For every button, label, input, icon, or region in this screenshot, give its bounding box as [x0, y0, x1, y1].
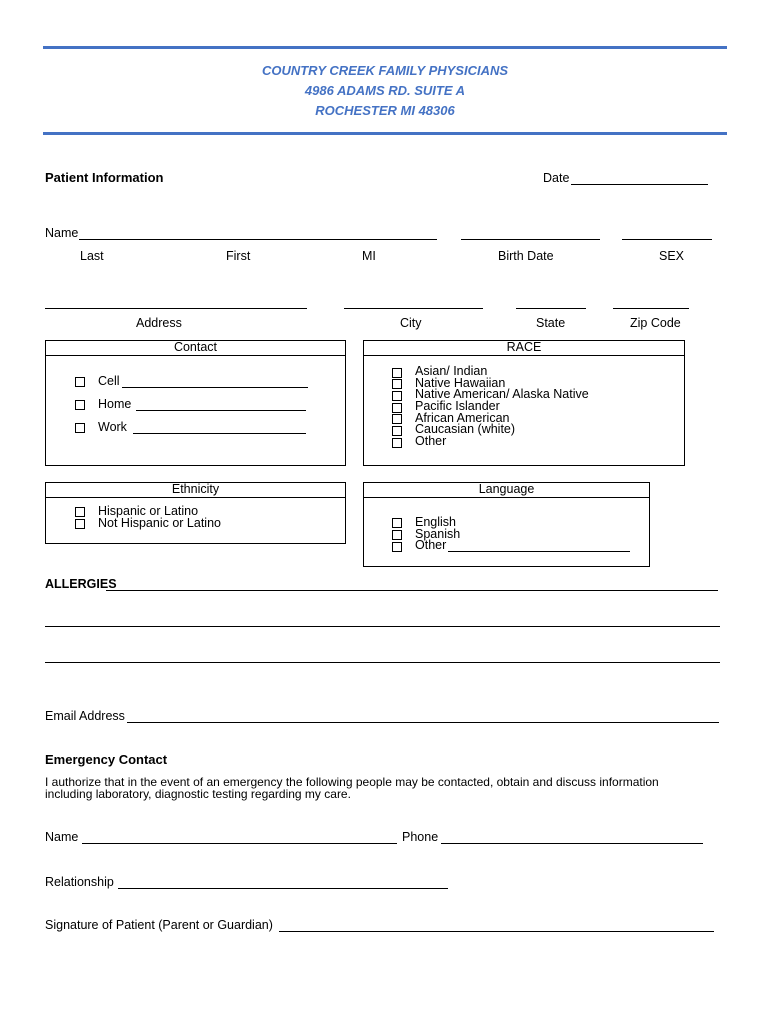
ethnicity-box: [45, 482, 346, 544]
name-field[interactable]: [79, 239, 437, 240]
birth-date-field[interactable]: [461, 239, 600, 240]
race-asian-checkbox[interactable]: [392, 368, 402, 378]
sex-caption: SEX: [659, 249, 685, 263]
language-box: [363, 482, 650, 567]
signature-label: Signature of Patient (Parent or Guardian): [45, 918, 273, 932]
address-caption: Address: [136, 316, 182, 330]
race-option-asian: Asian/ Indian: [415, 364, 488, 378]
language-other-field[interactable]: [448, 551, 630, 552]
section-title-emergency-contact: Emergency Contact: [45, 752, 168, 767]
home-checkbox[interactable]: [75, 400, 85, 410]
relationship-label: Relationship: [45, 875, 114, 889]
work-phone-field[interactable]: [133, 433, 306, 434]
race-option-pacific-islander: Pacific Islander: [415, 399, 500, 413]
home-label: Home: [98, 397, 132, 411]
home-phone-field[interactable]: [136, 410, 306, 411]
birth-date-caption: Birth Date: [498, 249, 554, 263]
header-bottom-rule: [43, 132, 727, 135]
header-top-rule: [43, 46, 727, 49]
allergies-field-line-2[interactable]: [45, 626, 720, 627]
city-field[interactable]: [344, 308, 483, 309]
authorization-statement-line-2: including laboratory, diagnostic testing regarding my care.: [45, 787, 351, 801]
work-label: Work: [98, 420, 127, 434]
race-other-checkbox[interactable]: [392, 438, 402, 448]
race-african-american-checkbox[interactable]: [392, 414, 402, 424]
sex-field[interactable]: [622, 239, 712, 240]
cell-label: Cell: [98, 374, 120, 388]
contact-box: [45, 340, 346, 466]
section-title-patient-information: Patient Information: [45, 170, 164, 185]
work-checkbox[interactable]: [75, 423, 85, 433]
address-field[interactable]: [45, 308, 307, 309]
race-caucasian-checkbox[interactable]: [392, 426, 402, 436]
allergies-field-line-3[interactable]: [45, 662, 720, 663]
email-label: Email Address: [45, 709, 125, 723]
emergency-name-field[interactable]: [82, 843, 397, 844]
emergency-phone-label: Phone: [402, 830, 439, 844]
race-option-native-american: Native American/ Alaska Native: [415, 387, 589, 401]
race-option-other: Other: [415, 434, 447, 448]
city-caption: City: [400, 316, 422, 330]
race-box: [363, 340, 685, 466]
emergency-phone-field[interactable]: [441, 843, 703, 844]
hispanic-checkbox[interactable]: [75, 507, 85, 517]
authorization-statement-line-1: I authorize that in the event of an emergency the following people may be contacted, obtain and discuss information: [45, 775, 659, 789]
language-other-checkbox[interactable]: [392, 542, 402, 552]
race-native-american-checkbox[interactable]: [392, 391, 402, 401]
race-option-native-hawaiian: Native Hawaiian: [415, 376, 506, 390]
state-field[interactable]: [516, 308, 586, 309]
ethnicity-box-title: Ethnicity: [46, 482, 345, 498]
race-option-african-american: African American: [415, 411, 510, 425]
email-field[interactable]: [127, 722, 719, 723]
language-box-title: Language: [364, 482, 649, 498]
ethnicity-option-not-hispanic: Not Hispanic or Latino: [98, 516, 221, 530]
relationship-field[interactable]: [118, 888, 448, 889]
allergies-label: ALLERGIES: [45, 577, 117, 591]
language-option-spanish: Spanish: [415, 527, 461, 541]
zip-code-field[interactable]: [613, 308, 689, 309]
contact-box-title: Contact: [46, 340, 345, 356]
race-box-title: RACE: [364, 340, 684, 356]
state-caption: State: [536, 316, 566, 330]
practice-city: ROCHESTER MI 48306: [315, 103, 455, 118]
practice-name: COUNTRY CREEK FAMILY PHYSICIANS: [261, 63, 509, 78]
name-first-caption: First: [226, 249, 251, 263]
english-checkbox[interactable]: [392, 518, 402, 528]
cell-checkbox[interactable]: [75, 377, 85, 387]
name-mi-caption: MI: [362, 249, 376, 263]
date-field[interactable]: [571, 184, 708, 185]
cell-phone-field[interactable]: [122, 387, 308, 388]
zip-code-caption: Zip Code: [630, 316, 681, 330]
not-hispanic-checkbox[interactable]: [75, 519, 85, 529]
ethnicity-option-hispanic: Hispanic or Latino: [98, 504, 199, 518]
language-option-english: English: [415, 515, 456, 529]
date-label: Date: [543, 171, 570, 185]
signature-field[interactable]: [279, 931, 714, 932]
language-option-other: Other: [415, 538, 447, 552]
race-native-hawaiian-checkbox[interactable]: [392, 379, 402, 389]
allergies-field-line-1[interactable]: [106, 590, 718, 591]
race-option-caucasian: Caucasian (white): [415, 422, 516, 436]
name-last-caption: Last: [80, 249, 104, 263]
name-label: Name: [45, 226, 79, 240]
spanish-checkbox[interactable]: [392, 530, 402, 540]
practice-address: 4986 ADAMS RD. SUITE A: [304, 83, 466, 98]
emergency-name-label: Name: [45, 830, 79, 844]
race-pacific-islander-checkbox[interactable]: [392, 403, 402, 413]
